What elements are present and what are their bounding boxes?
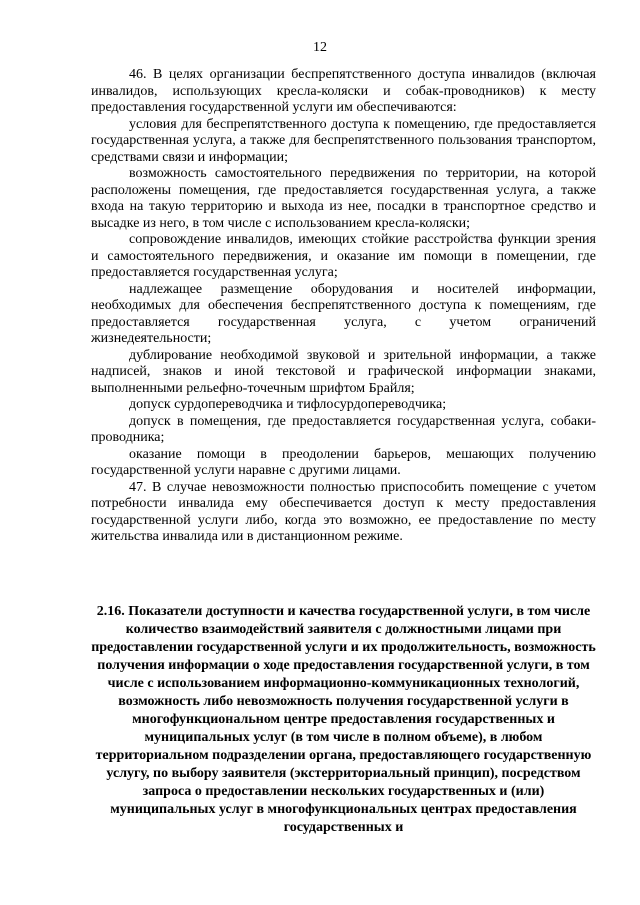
page-number: 12 xyxy=(313,40,327,55)
paragraph-46-intro: 46. В целях организации беспрепятственного доступа инвалидов (включая инвалидов, использующих кресла-коляски и собак-проводников) к месту предоставления государственной услуги им обеспечиваются: xyxy=(91,67,596,115)
list-item-independent-movement: возможность самостоятельного передвижения по территории, на которой расположены помещения, где предоставляется государственная услуга, а также входа на такую территорию и выхода из нее, посадки в транспортное средство и высадке из него, в том числе с использованием кресла-коляски; xyxy=(91,166,596,231)
section-heading-2-16: 2.16. Показатели доступности и качества государственной услуги, в том числе количество взаимодействий заявителя с должностными лицами при предоставлении государственной услуги и их продолжительность, возможность получения информации о ходе предоставления государственной услуги, в том числе с использованием информационно-коммуникационных технологий, возможность либо невозможность получения государственной услуги в многофункциональном центре предоставления государственных и муниципальных услуг (в том числе в полном объеме), в любом территориальном подразделении органа, предоставляющего государственную услугу, по выбору заявителя (экстерриториальный принцип), посредством запроса о предоставлении нескольких государственных и (или) муниципальных услуг в многофункциональных центрах предоставления государственных и xyxy=(91,604,596,835)
list-item-information-duplication: дублирование необходимой звуковой и зрительной информации, а также надписей, знаков и иной текстовой и графической информации знаками, выполненными рельефно-точечным шрифтом Брайля; xyxy=(91,347,596,396)
list-item-accompaniment: сопровождение инвалидов, имеющих стойкие расстройства функции зрения и самостоятельного передвижения, и оказание им помощи в помещении, где предоставляется государственная услуга; xyxy=(91,232,596,280)
list-item-equipment-placement: надлежащее размещение оборудования и носителей информации, необходимых для обеспечения беспрепятственного доступа к помещениям, где предоставляется государственная услуга, с учетом ограничений жизнедеятельности; xyxy=(91,281,596,346)
list-item-guide-dog: допуск в помещения, где предоставляется государственная услуга, собаки-проводника; xyxy=(91,413,596,445)
document-body xyxy=(91,67,596,546)
list-item-sign-interpreter: допуск сурдопереводчика и тифлосурдопереводчика; xyxy=(129,397,447,412)
list-item-barrier-assistance: оказание помощи в преодолении барьеров, мешающих получению государственной услуги наравне с другими лицами. xyxy=(91,446,596,478)
paragraph-47: 47. В случае невозможности полностью приспособить помещение с учетом потребности инвалида ему обеспечивается доступ к месту предоставления государственной услуги либо, когда это возможно, ее предоставление по месту жительства инвалида или в дистанционном режиме. xyxy=(91,479,596,544)
list-item-access-conditions: условия для беспрепятственного доступа к помещению, где предоставляется государственная услуга, а также для беспрепятственного пользования транспортом, средствами связи и информации; xyxy=(91,116,596,165)
